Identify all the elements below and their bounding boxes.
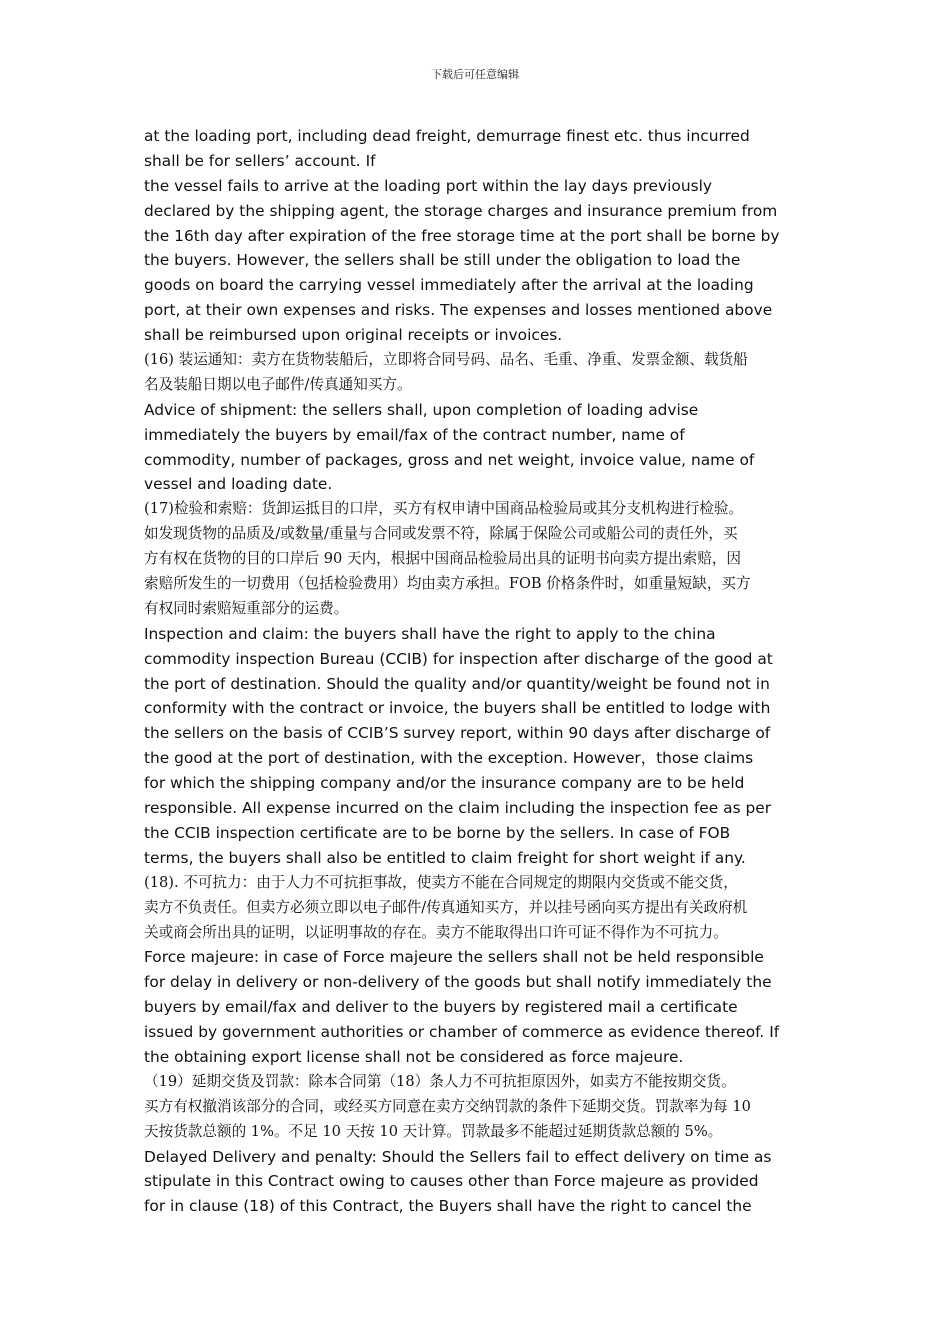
text-line: buyers by email/fax and deliver to the buyers by registered mail a certificate [144, 998, 738, 1017]
text-line: 卖方不负责任。但卖方必须立即以电子邮件/传真通知买方，并以挂号函向买方提出有关政府机 [144, 898, 748, 916]
text-line: (18). 不可抗力：由于人力不可抗拒事故，使卖方不能在合同规定的期限内交货或不能交货， [144, 873, 738, 891]
text-line: at the loading port, including dead freight, demurrage finest etc. thus incurred [144, 127, 750, 145]
text-line: the vessel fails to arrive at the loading port within the lay days previously [144, 176, 712, 195]
text-line: 有权同时索赔短重部分的运费。 [144, 599, 349, 617]
text-line: 名及装船日期以电子邮件/传真通知买方。 [144, 375, 412, 393]
text-line: 索赔所发生的一切费用（包括检验费用）均由卖方承担。FOB 价格条件时，如重量短缺，买方 [144, 575, 751, 593]
text-line: (16) 装运通知：卖方在货物装船后，立即将合同号码、品名、毛重、净重、发票金额、载货船 [144, 351, 748, 369]
text-line: Delayed Delivery and penalty: Should the Sellers fail to effect delivery on time as [144, 1147, 772, 1166]
text-line: the sellers on the basis of CCIB’S survey report, within 90 days after discharge of [144, 724, 771, 743]
text-line: responsible. All expense incurred on the claim including the inspection fee as per [144, 799, 772, 818]
text-line: 如发现货物的品质及/或数量/重量与合同或发票不符，除属于保险公司或船公司的责任外，买 [144, 525, 738, 543]
text-line: port, at their own expenses and risks. The expenses and losses mentioned above [144, 301, 773, 320]
text-line: the buyers. However, the sellers shall be still under the obligation to load the [144, 251, 741, 270]
text-line: Advice of shipment: the sellers shall, upon completion of loading advise [144, 400, 699, 419]
text-line: vessel and loading date. [144, 475, 333, 494]
text-line: the 16th day after expiration of the free storage time at the port shall be borne by [144, 226, 780, 245]
text-line: terms, the buyers shall also be entitled to claim freight for short weight if any. [144, 848, 746, 867]
text-line: the good at the port of destination, with the exception. However，those claims [144, 749, 754, 768]
text-line: the port of destination. Should the quality and/or quantity/weight be found not in [144, 674, 770, 693]
text-line: goods on board the carrying vessel immediately after the arrival at the loading [144, 276, 754, 295]
text-line: the CCIB inspection certificate are to be borne by the sellers. In case of FOB [144, 823, 731, 842]
text-line: commodity, number of packages, gross and net weight, invoice value, name of [144, 450, 755, 469]
text-line: 关或商会所出具的证明，以证明事故的存在。卖方不能取得出口许可证不得作为不可抗力。 [144, 923, 728, 941]
text-line: 买方有权撤消该部分的合同，或经买方同意在卖方交纳罚款的条件下延期交货。罚款率为每 10 [144, 1097, 751, 1115]
text-line: conformity with the contract or invoice, the buyers shall be entitled to lodge with [144, 699, 771, 718]
text-line: stipulate in this Contract owing to causes other than Force majeure as provided [144, 1172, 759, 1191]
text-line: shall be for sellers’ account. If [144, 151, 376, 170]
text-line: for in clause (18) of this Contract, the Buyers shall have the right to cancel the [144, 1197, 752, 1216]
page-header: 下载后可任意编辑 [431, 68, 519, 81]
text-line: for which the shipping company and/or the insurance company are to be held [144, 774, 745, 793]
text-line: Inspection and claim: the buyers shall have the right to apply to the china [144, 624, 716, 643]
text-line: the obtaining export license shall not be considered as force majeure. [144, 1047, 684, 1066]
text-line: declared by the shipping agent, the storage charges and insurance premium from [144, 201, 778, 220]
text-line: immediately the buyers by email/fax of the contract number, name of [144, 425, 685, 444]
text-line: Force majeure: in case of Force majeure the sellers shall not be held responsible [144, 948, 764, 967]
text-line: （19）延期交货及罚款：除本合同第（18）条人力不可抗拒原因外，如卖方不能按期交货。 [144, 1072, 736, 1090]
text-line: 方有权在货物的目的口岸后 90 天内，根据中国商品检验局出具的证明书向卖方提出索赔，因 [144, 550, 742, 568]
text-line: for delay in delivery or non-delivery of the goods but shall notify immediately the [144, 973, 772, 992]
document-body [144, 124, 808, 1219]
text-line: issued by government authorities or chamber of commerce as evidence thereof. If [144, 1023, 780, 1042]
text-line: commodity inspection Bureau (CCIB) for inspection after discharge of the good at [144, 649, 773, 668]
text-line: 天按货款总额的 1%。不足 10 天按 10 天计算。罚款最多不能超过延期货款总额的 5%。 [144, 1122, 723, 1140]
text-line: shall be reimbursed upon original receipts or invoices. [144, 326, 563, 345]
text-line: (17)检验和索赔：货卸运抵目的口岸，买方有权申请中国商品检验局或其分支机构进行检验。 [144, 500, 744, 518]
